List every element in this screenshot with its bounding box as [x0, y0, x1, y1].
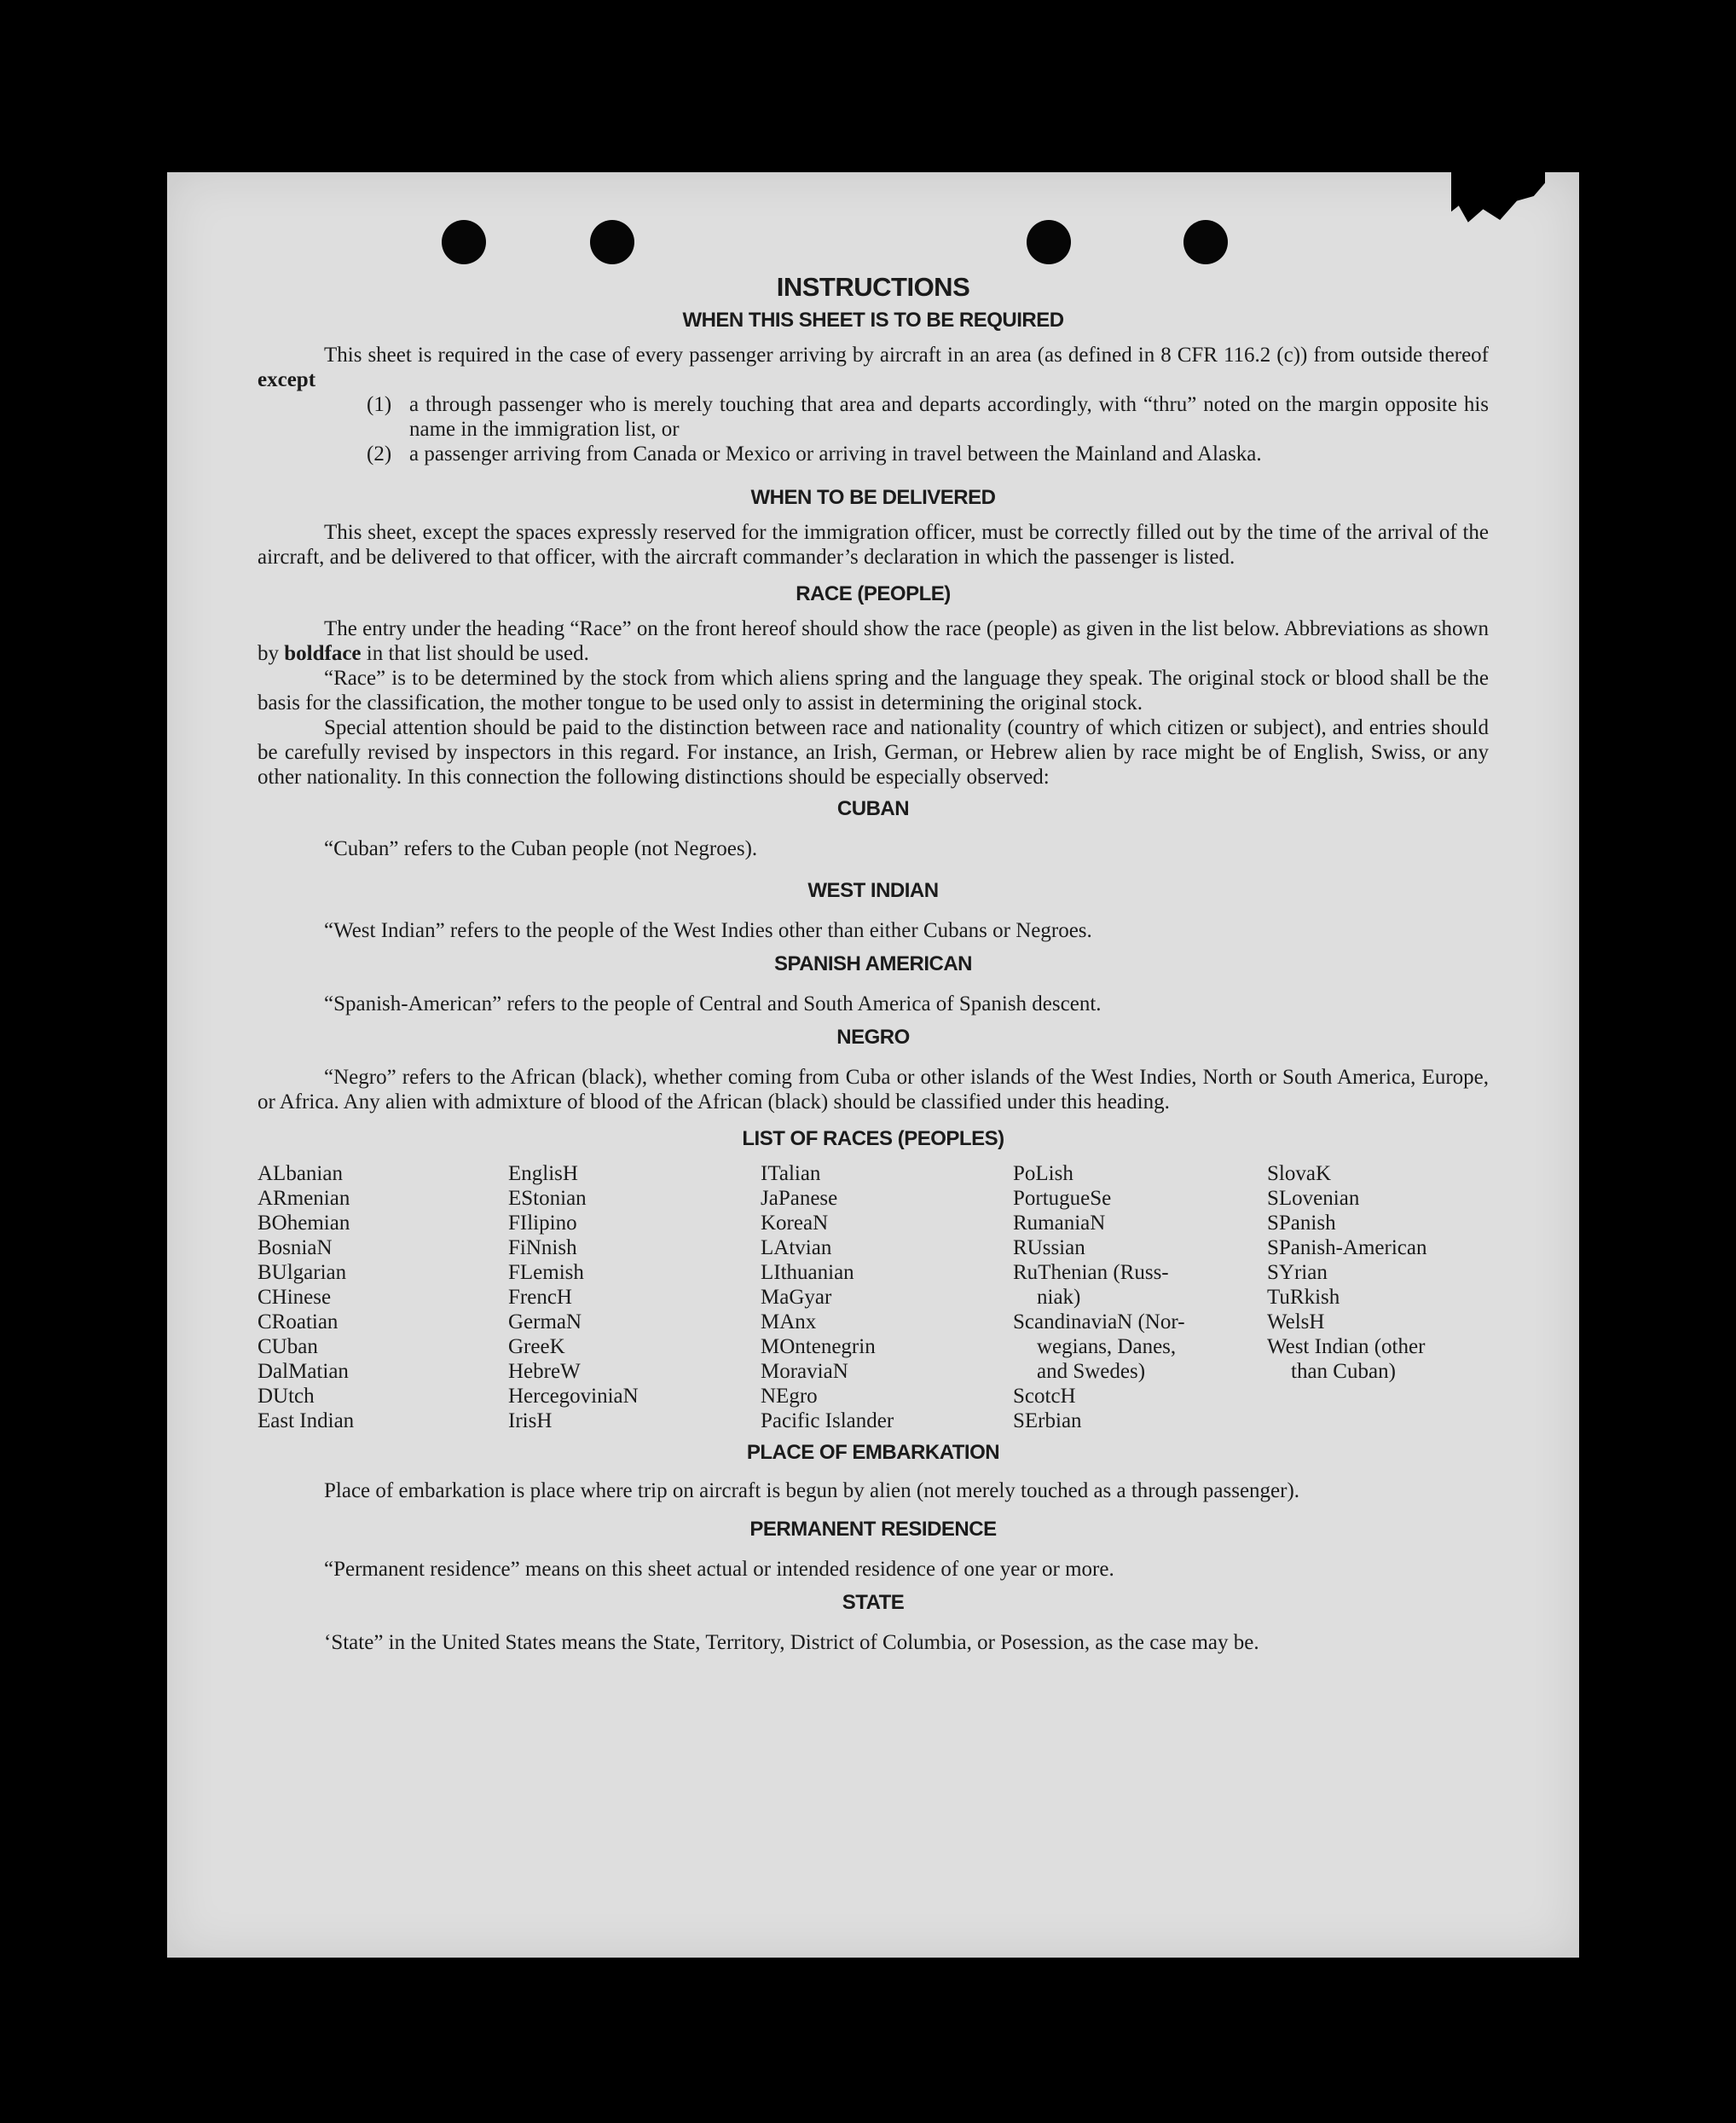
- punch-hole: [590, 220, 634, 264]
- race-entry: CHinese: [258, 1286, 332, 1309]
- punch-hole: [1027, 220, 1071, 264]
- embarkation-text: Place of embarkation is place where trip on aircraft is begun by alien (not merely touched as a through passenger).: [324, 1479, 1300, 1502]
- race-entry: DalMatian: [258, 1360, 349, 1383]
- races-column: [1267, 1161, 1489, 1433]
- document-page: [167, 172, 1579, 1958]
- races-list: [258, 1161, 1489, 1433]
- race-entry: NEgro: [761, 1385, 818, 1408]
- race-entry: EnglisH: [508, 1162, 578, 1185]
- heading-permanent-residence: PERMANENT RESIDENCE: [749, 1518, 997, 1541]
- exception-item: (1) a through passenger who is merely touching that area and departs accordingly, with “thru” noted on the margin opposite his name in the immigration list, or: [367, 393, 1489, 441]
- race-entry: BOhemian: [258, 1212, 350, 1235]
- races-column: [1013, 1161, 1267, 1433]
- exception-item: (2) a passenger arriving from Canada or Mexico or arriving in travel between the Mainland and Alaska.: [367, 443, 1262, 466]
- race-entry: FrencH: [508, 1286, 572, 1309]
- heading-spanish-american: SPANISH AMERICAN: [773, 952, 972, 975]
- race-entry: EStonian: [508, 1187, 587, 1210]
- race-entry: LAtvian: [761, 1236, 832, 1259]
- punch-hole: [442, 220, 486, 264]
- races-column: [761, 1161, 1013, 1433]
- race-paragraph-1: The entry under the heading “Race” on the front hereof should show the race (people) as given in the list below. Abbreviations as shown by boldface in that list should be used.: [258, 617, 1489, 665]
- heading-when-delivered: WHEN TO BE DELIVERED: [750, 486, 996, 509]
- torn-corner: [1451, 172, 1545, 232]
- race-entry: FiNnish: [508, 1236, 577, 1259]
- heading-race: RACE (PEOPLE): [796, 582, 951, 605]
- race-entry: ScandinaviaN (Nor-: [1013, 1310, 1185, 1333]
- race-entry: FIlipino: [508, 1212, 577, 1235]
- cuban-text: “Cuban” refers to the Cuban people (not Negroes).: [324, 837, 758, 860]
- race-entry: ScotcH: [1013, 1385, 1076, 1408]
- race-entry: TuRkish: [1267, 1286, 1340, 1309]
- race-entry: FLemish: [508, 1261, 584, 1284]
- races-column: [508, 1161, 761, 1433]
- race-entry: SPanish-American: [1267, 1236, 1427, 1259]
- race-entry: KoreaN: [761, 1212, 829, 1235]
- delivered-text: This sheet, except the spaces expressly reserved for the immigration officer, must be correctly filled out by the time of the arrival of the aircraft, and be delivered to that officer, with the aircraft commander’s declaration in which the passenger is listed.: [258, 521, 1489, 569]
- race-entry: CRoatian: [258, 1310, 339, 1333]
- race-entry: IrisH: [508, 1409, 553, 1432]
- race-entry: ITalian: [761, 1162, 821, 1185]
- race-entry: East Indian: [258, 1409, 355, 1432]
- race-entry: SPanish: [1267, 1212, 1336, 1235]
- punch-hole: [1183, 220, 1228, 264]
- race-entry: Pacific Islander: [761, 1409, 894, 1432]
- spanish-american-text: “Spanish-American” refers to the people of Central and South America of Spanish descent.: [324, 992, 1102, 1015]
- page-title: INSTRUCTIONS: [776, 272, 970, 302]
- heading-west-indian: WEST INDIAN: [807, 879, 939, 902]
- instructions-body: [258, 272, 1489, 1655]
- race-entry: MAnx: [761, 1310, 817, 1333]
- race-entry: MoraviaN: [761, 1360, 848, 1383]
- heading-cuban: CUBAN: [836, 797, 910, 820]
- race-entry: BUlgarian: [258, 1261, 347, 1284]
- race-entry: RuThenian (Russ-: [1013, 1261, 1169, 1284]
- race-entry: and Swedes): [1037, 1360, 1146, 1383]
- race-entry: GreeK: [508, 1335, 565, 1358]
- negro-text: “Negro” refers to the African (black), whether coming from Cuba or other islands of the West Indies, North or South America, Europe, or Africa. Any alien with admixture of blood of the African (black) should be classified under this heading.: [258, 1066, 1489, 1114]
- race-entry: WelsH: [1267, 1310, 1325, 1333]
- race-entry: RumaniaN: [1013, 1212, 1106, 1235]
- race-entry: PortugueSe: [1013, 1187, 1112, 1210]
- heading-state: STATE: [842, 1591, 905, 1614]
- residence-text: “Permanent residence” means on this sheet actual or intended residence of one year or more.: [324, 1558, 1114, 1581]
- race-paragraph-2: “Race” is to be determined by the stock from which aliens spring and the language they speak. The original stock or blood shall be the basis for the classification, the mother tongue to be used only to assist in determining the original stock.: [258, 667, 1489, 714]
- heading-negro: NEGRO: [836, 1026, 910, 1049]
- race-entry: MOntenegrin: [761, 1335, 876, 1358]
- race-entry: RUssian: [1013, 1236, 1085, 1259]
- race-entry: JaPanese: [761, 1187, 838, 1210]
- heading-when-required: WHEN THIS SHEET IS TO BE REQUIRED: [682, 309, 1064, 332]
- race-entry: SLovenian: [1267, 1187, 1360, 1210]
- race-entry: SlovaK: [1267, 1162, 1331, 1185]
- race-paragraph-3: Special attention should be paid to the distinction between race and nationality (country of which citizen or subject), and entries should be carefully revised by inspectors in this regard. For instance, an Irish, German, or Hebrew alien by race might be of English, Swiss, or any other nationality. In this connection the following distinctions should be especially observed:: [258, 716, 1489, 789]
- race-entry: BosniaN: [258, 1236, 333, 1259]
- race-entry: MaGyar: [761, 1286, 832, 1309]
- race-entry: wegians, Danes,: [1037, 1335, 1177, 1358]
- race-entry: West Indian (other: [1267, 1335, 1426, 1358]
- race-entry: CUban: [258, 1335, 318, 1358]
- race-entry: HercegoviniaN: [508, 1385, 639, 1408]
- race-entry: ARmenian: [258, 1187, 350, 1210]
- race-entry: ALbanian: [258, 1162, 343, 1185]
- race-entry: than Cuban): [1291, 1360, 1396, 1383]
- races-column: [258, 1161, 508, 1433]
- race-entry: GermaN: [508, 1310, 582, 1333]
- required-intro: This sheet is required in the case of every passenger arriving by aircraft in an area (as defined in 8 CFR 116.2 (c)) from outside thereof except: [258, 344, 1489, 391]
- race-entry: LIthuanian: [761, 1261, 854, 1284]
- race-entry: HebreW: [508, 1360, 581, 1383]
- west-indian-text: “West Indian” refers to the people of the West Indies other than either Cubans or Negroes.: [324, 919, 1092, 942]
- state-text: ‘State” in the United States means the State, Territory, District of Columbia, or Posession, as the case may be.: [324, 1631, 1259, 1654]
- race-entry: niak): [1037, 1286, 1081, 1309]
- race-entry: SErbian: [1013, 1409, 1082, 1432]
- heading-list-of-races: LIST OF RACES (PEOPLES): [742, 1127, 1004, 1150]
- race-entry: SYrian: [1267, 1261, 1328, 1284]
- race-entry: PoLish: [1013, 1162, 1073, 1185]
- race-entry: DUtch: [258, 1385, 315, 1408]
- heading-place-of-embarkation: PLACE OF EMBARKATION: [746, 1441, 1000, 1464]
